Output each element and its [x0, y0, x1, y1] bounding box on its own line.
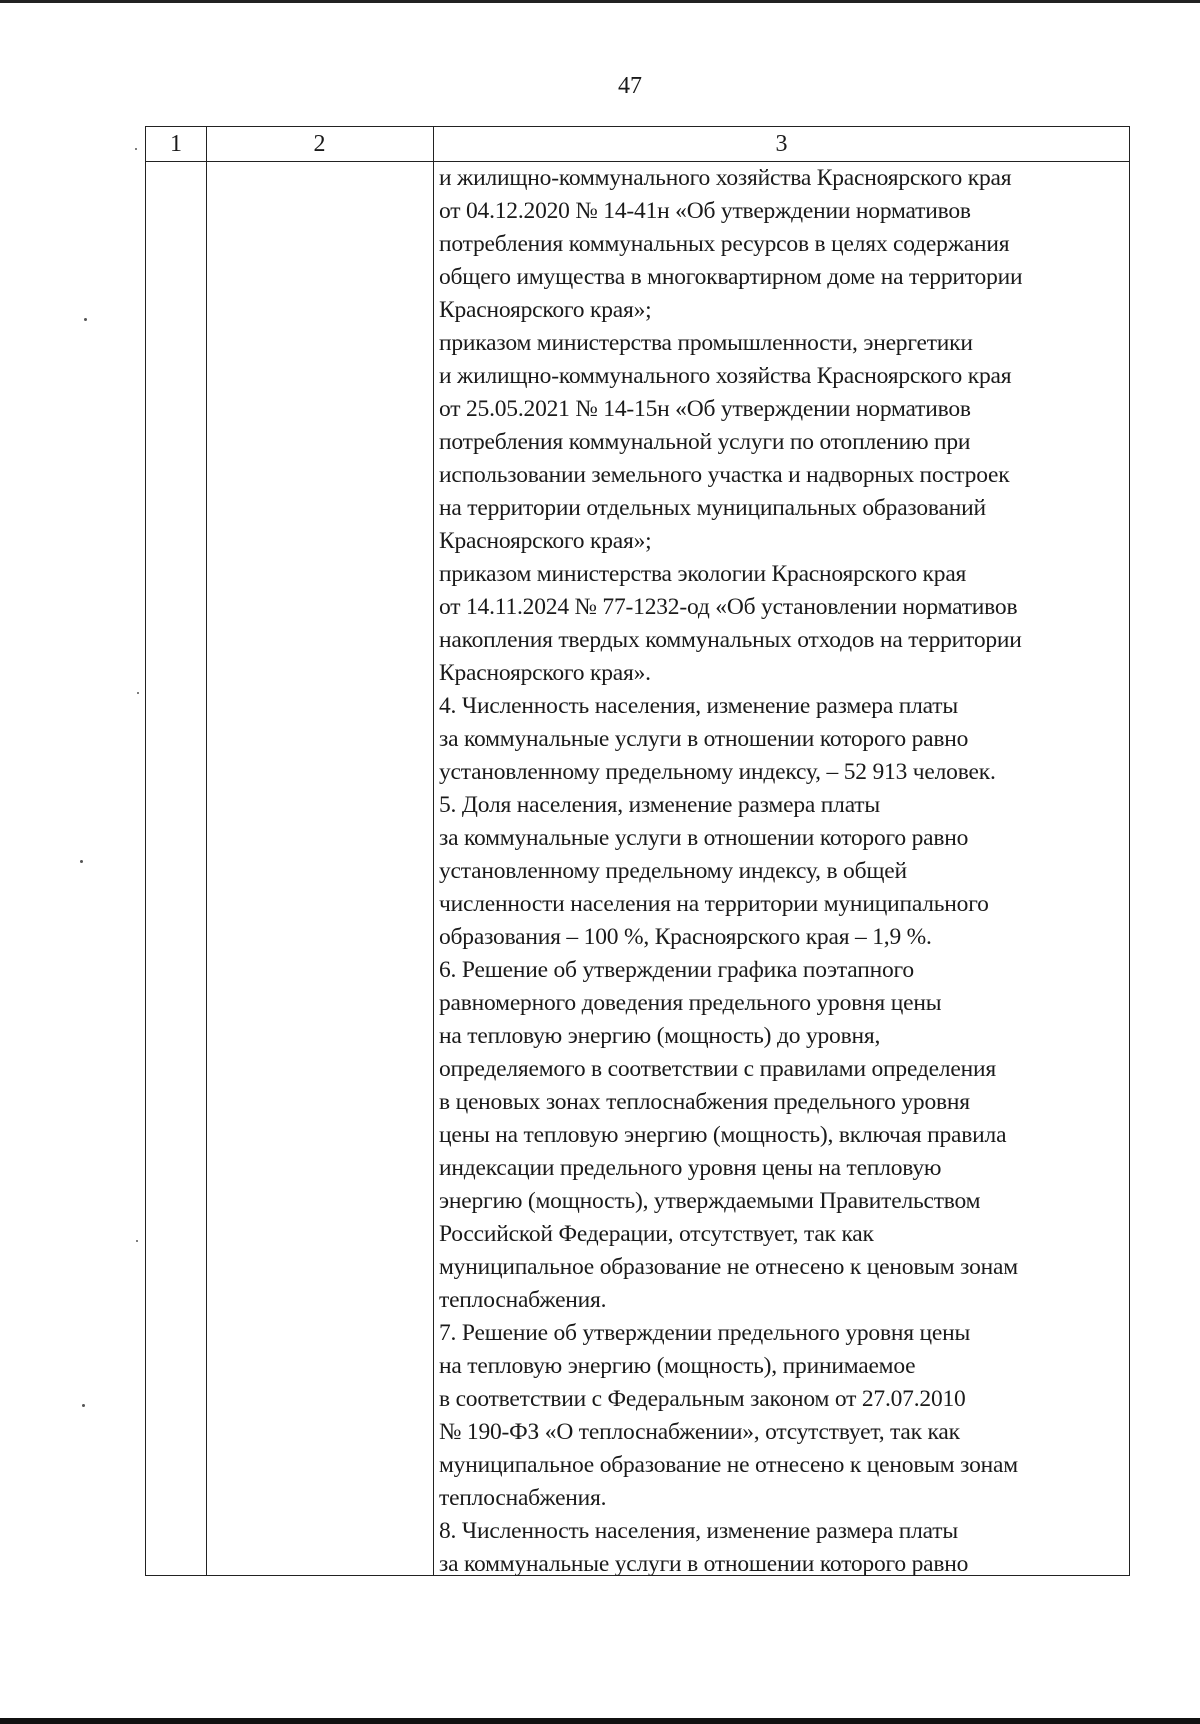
text-line: в соответствии с Федеральным законом от 27.07.2010 [439, 1386, 966, 1412]
scan-speck [80, 860, 83, 863]
scan-speck [84, 318, 87, 321]
column-divider [433, 127, 434, 1575]
text-line: использовании земельного участка и надворных построек [439, 462, 1010, 488]
text-line: на тепловую энергию (мощность), принимаемое [439, 1353, 916, 1379]
text-line: цены на тепловую энергию (мощность), включая правила [439, 1122, 1007, 1148]
text-line: и жилищно-коммунального хозяйства Красноярского края [439, 363, 1012, 389]
text-line: в ценовых зонах теплоснабжения предельного уровня [439, 1089, 970, 1115]
text-line: 4. Численность населения, изменение размера платы [439, 693, 958, 719]
column-header-2: 2 [313, 131, 326, 157]
text-line: потребления коммунальной услуги по отоплению при [439, 429, 971, 455]
text-line: 6. Решение об утверждении графика поэтапного [439, 957, 914, 983]
scan-speck [137, 692, 139, 694]
text-line: Красноярского края»; [439, 528, 652, 554]
text-line: индексации предельного уровня цены на тепловую [439, 1155, 942, 1181]
text-line: Красноярского края». [439, 660, 651, 686]
scan-speck [136, 1240, 138, 1242]
text-line: теплоснабжения. [439, 1287, 607, 1313]
text-line: образования – 100 %, Красноярского края – 1,9 %. [439, 924, 932, 950]
scan-speck [135, 148, 137, 150]
column-divider [206, 127, 207, 1575]
text-line: накопления твердых коммунальных отходов на территории [439, 627, 1022, 653]
text-line: № 190-ФЗ «О теплоснабжении», отсутствует, так как [439, 1419, 960, 1445]
text-line: от 04.12.2020 № 14-41н «Об утверждении нормативов [439, 198, 971, 224]
text-line: общего имущества в многоквартирном доме на территории [439, 264, 1023, 290]
scan-bottom-edge [0, 1718, 1200, 1724]
text-line: за коммунальные услуги в отношении которого равно [439, 1551, 969, 1577]
text-line: Красноярского края»; [439, 297, 652, 323]
scan-top-edge [0, 0, 1200, 3]
text-line: за коммунальные услуги в отношении которого равно [439, 726, 969, 752]
text-line: приказом министерства промышленности, энергетики [439, 330, 973, 356]
text-line: определяемого в соответствии с правилами определения [439, 1056, 996, 1082]
text-line: 5. Доля населения, изменение размера платы [439, 792, 880, 818]
text-line: численности населения на территории муниципального [439, 891, 989, 917]
text-line: потребления коммунальных ресурсов в целях содержания [439, 231, 1010, 257]
text-line: приказом министерства экологии Красноярского края [439, 561, 967, 587]
text-line: муниципальное образование не отнесено к ценовым зонам [439, 1254, 1018, 1280]
text-line: равномерного доведения предельного уровня цены [439, 990, 942, 1016]
scan-speck [82, 1404, 85, 1407]
text-line: установленному предельному индексу, – 52 913 человек. [439, 759, 996, 785]
text-line: на тепловую энергию (мощность) до уровня, [439, 1023, 881, 1049]
column-3-content [439, 162, 1129, 1581]
text-line: от 14.11.2024 № 77-1232-од «Об установлении нормативов [439, 594, 1018, 620]
page-number: 47 [618, 73, 642, 99]
text-line: от 25.05.2021 № 14-15н «Об утверждении нормативов [439, 396, 971, 422]
text-line: 8. Численность населения, изменение размера платы [439, 1518, 958, 1544]
text-line: на территории отдельных муниципальных образований [439, 495, 986, 521]
text-line: муниципальное образование не отнесено к ценовым зонам [439, 1452, 1018, 1478]
column-header-3: 3 [775, 131, 788, 157]
document-table [145, 126, 1130, 1576]
text-line: за коммунальные услуги в отношении которого равно [439, 825, 969, 851]
column-header-1: 1 [170, 131, 182, 157]
text-line: установленному предельному индексу, в общей [439, 858, 907, 884]
text-line: теплоснабжения. [439, 1485, 607, 1511]
text-line: 7. Решение об утверждении предельного уровня цены [439, 1320, 971, 1346]
text-line: энергию (мощность), утверждаемыми Правительством [439, 1188, 981, 1214]
text-line: Российской Федерации, отсутствует, так как [439, 1221, 874, 1247]
text-line: и жилищно-коммунального хозяйства Красноярского края [439, 165, 1012, 191]
